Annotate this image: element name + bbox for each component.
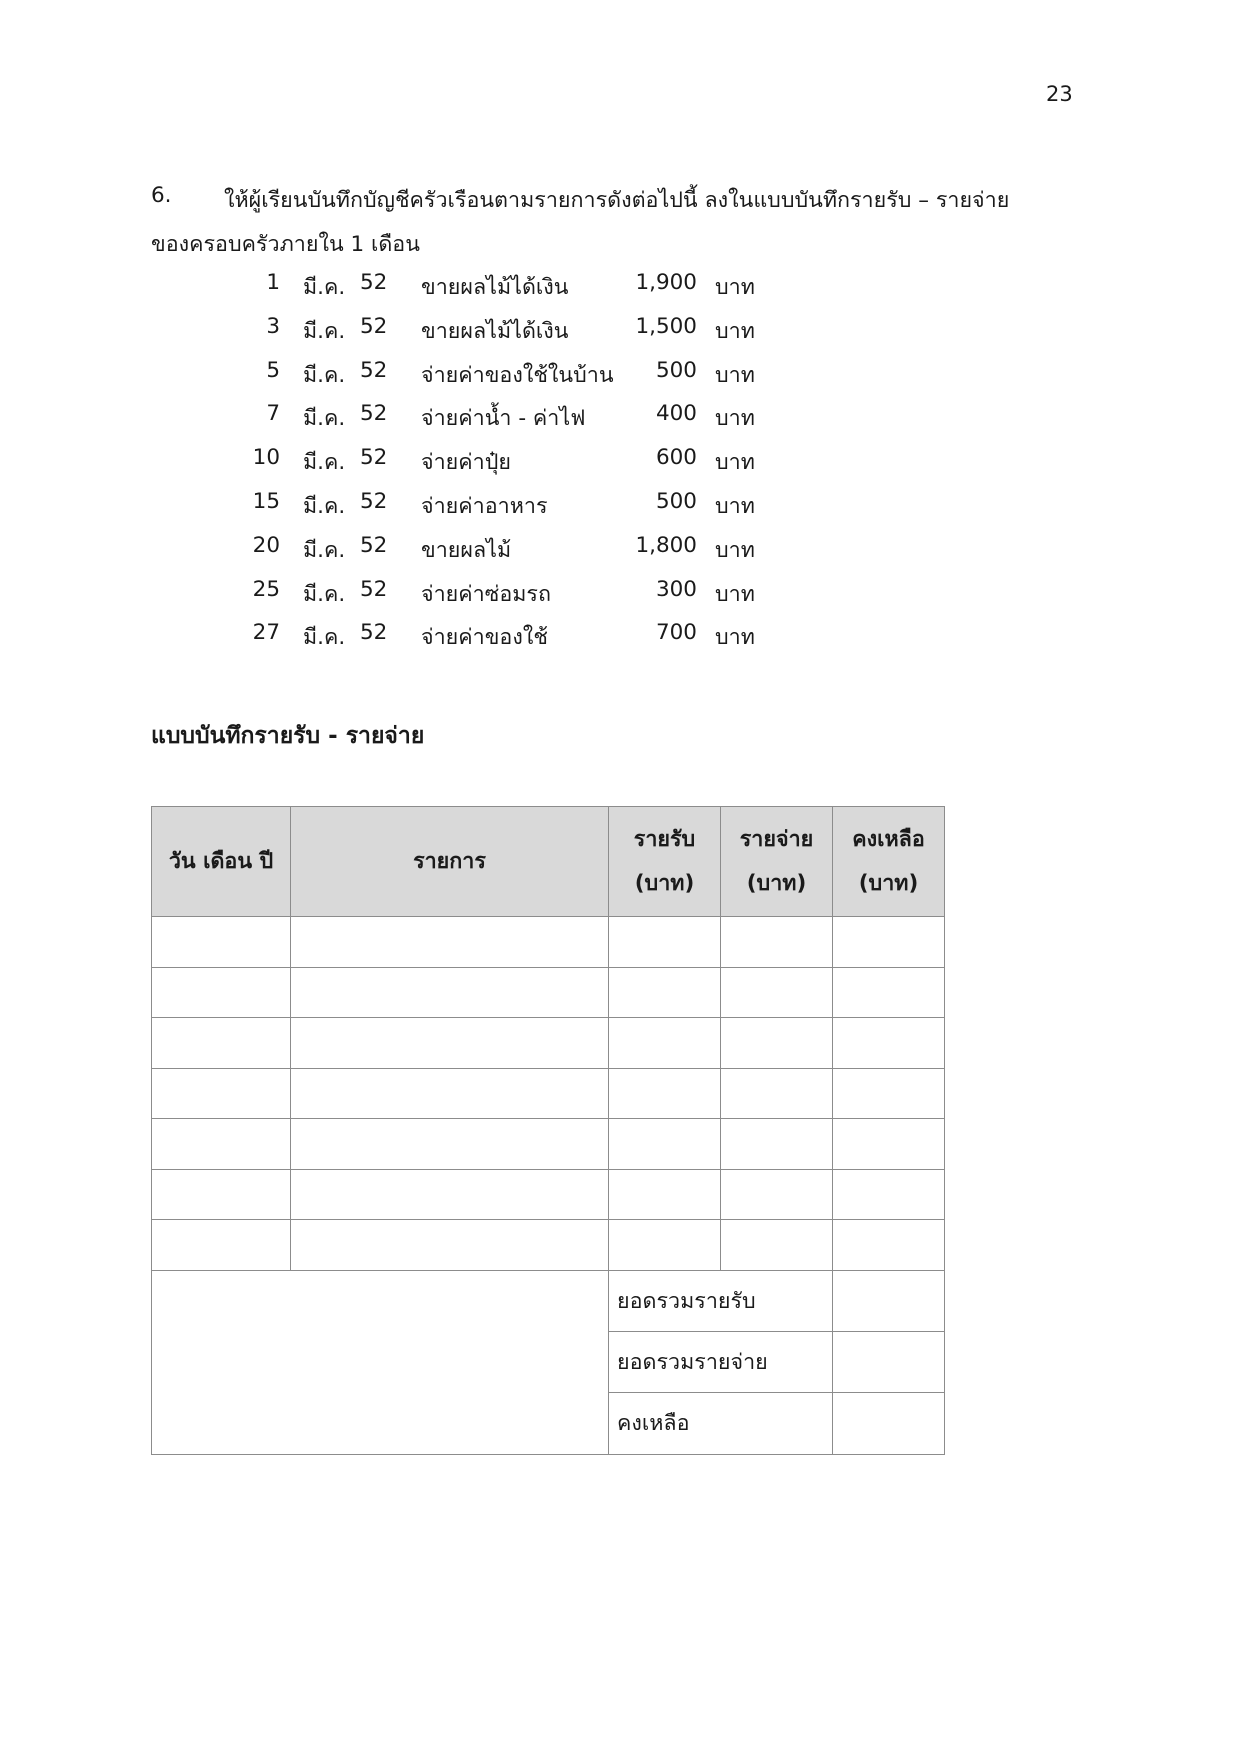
transaction-item [250, 445, 790, 489]
header-expense [721, 807, 833, 917]
ledger-row [152, 917, 945, 968]
transaction-day: 7 [266, 401, 280, 427]
ledger-date-cell[interactable] [152, 1119, 291, 1170]
transaction-item [250, 620, 790, 664]
ledger-expense-cell[interactable] [721, 1068, 833, 1119]
transaction-month: มี.ค. [303, 493, 346, 519]
summary-total-income-cell[interactable] [833, 1270, 945, 1331]
transaction-description: ขายผลไม้ [421, 537, 512, 563]
transaction-amount: 700 [655, 620, 697, 646]
header-income-label: รายรับ [633, 826, 696, 852]
transaction-description: จ่ายค่าอาหาร [421, 493, 548, 519]
instruction-line-2: ของครอบครัวภายใน 1 เดือน [151, 232, 420, 257]
header-income [609, 807, 721, 917]
ledger-balance-cell[interactable] [833, 1068, 945, 1119]
ledger-row [152, 1220, 945, 1271]
transaction-month: มี.ค. [303, 406, 346, 432]
ledger-expense-cell[interactable] [721, 917, 833, 968]
ledger-expense-cell[interactable] [721, 1169, 833, 1220]
transaction-item [250, 489, 790, 533]
transaction-unit: บาท [715, 406, 755, 432]
header-expense-label: รายจ่าย [739, 826, 814, 852]
instruction-line-1: ให้ผู้เรียนบันทึกบัญชีครัวเรือนตามรายการดังต่อไปนี้ ลงในแบบบันทึกรายรับ – รายจ่าย [224, 188, 1010, 213]
transaction-year: 52 [360, 488, 388, 514]
ledger-income-cell[interactable] [609, 967, 721, 1018]
income-expense-ledger [151, 806, 945, 1455]
transaction-description: ขายผลไม้ได้เงิน [421, 275, 569, 300]
ledger-item-cell[interactable] [291, 1169, 609, 1220]
ledger-income-cell[interactable] [609, 1018, 721, 1069]
transaction-day: 20 [252, 532, 280, 558]
transaction-description: จ่ายค่าของใช้ในบ้าน [421, 362, 614, 388]
header-expense-unit: (บาท) [746, 870, 807, 896]
transaction-year: 52 [360, 576, 388, 602]
ledger-expense-cell[interactable] [721, 1018, 833, 1069]
transaction-amount: 300 [655, 576, 697, 602]
ledger-income-cell[interactable] [609, 1169, 721, 1220]
transaction-year: 52 [360, 270, 388, 295]
ledger-expense-cell[interactable] [721, 1119, 833, 1170]
transaction-year: 52 [360, 445, 388, 471]
summary-row-total-income [152, 1270, 945, 1331]
transaction-unit: บาท [715, 450, 755, 476]
transaction-unit: บาท [715, 581, 755, 607]
transaction-month: มี.ค. [303, 275, 346, 300]
ledger-item-cell[interactable] [291, 967, 609, 1018]
ledger-date-cell[interactable] [152, 1018, 291, 1069]
ledger-item-cell[interactable] [291, 1119, 609, 1170]
transaction-month: มี.ค. [303, 625, 346, 651]
summary-balance-cell[interactable] [833, 1392, 945, 1454]
transaction-month: มี.ค. [303, 581, 346, 607]
transaction-amount: 500 [655, 488, 697, 514]
transaction-day: 5 [266, 357, 280, 383]
ledger-row [152, 1169, 945, 1220]
ledger-date-cell[interactable] [152, 1220, 291, 1271]
ledger-balance-cell[interactable] [833, 1169, 945, 1220]
ledger-title: แบบบันทึกรายรับ - รายจ่าย [151, 723, 425, 749]
transaction-year: 52 [360, 532, 388, 558]
transaction-item [250, 270, 790, 314]
ledger-expense-cell[interactable] [721, 1220, 833, 1271]
ledger-income-cell[interactable] [609, 1119, 721, 1170]
transaction-year: 52 [360, 357, 388, 383]
transaction-unit: บาท [715, 537, 755, 563]
transaction-item [250, 401, 790, 445]
transaction-unit: บาท [715, 362, 755, 388]
ledger-item-cell[interactable] [291, 1068, 609, 1119]
transaction-item [250, 358, 790, 402]
transaction-day: 15 [252, 488, 280, 514]
ledger-date-cell[interactable] [152, 1068, 291, 1119]
transaction-unit: บาท [715, 625, 755, 651]
transaction-item [250, 533, 790, 577]
header-income-unit: (บาท) [634, 870, 695, 896]
transaction-amount: 1,500 [635, 313, 697, 339]
summary-total-income-label: ยอดรวมรายรับ [609, 1270, 833, 1331]
ledger-row [152, 1068, 945, 1119]
transaction-item [250, 314, 790, 358]
transaction-amount: 400 [655, 401, 697, 427]
summary-total-expense-label: ยอดรวมรายจ่าย [609, 1331, 833, 1392]
ledger-item-cell[interactable] [291, 1018, 609, 1069]
transaction-description: จ่ายค่าน้ำ - ค่าไฟ [421, 406, 586, 432]
transaction-amount: 500 [655, 357, 697, 383]
ledger-balance-cell[interactable] [833, 917, 945, 968]
header-balance-label: คงเหลือ [852, 826, 925, 852]
instruction-number: 6. [151, 183, 172, 208]
ledger-date-cell[interactable] [152, 917, 291, 968]
ledger-income-cell[interactable] [609, 917, 721, 968]
ledger-balance-cell[interactable] [833, 1018, 945, 1069]
transaction-year: 52 [360, 401, 388, 427]
transaction-year: 52 [360, 620, 388, 646]
ledger-balance-cell[interactable] [833, 1220, 945, 1271]
page-number: 23 [1046, 82, 1073, 106]
header-balance-unit: (บาท) [858, 870, 919, 896]
transaction-year: 52 [360, 313, 388, 339]
transaction-month: มี.ค. [303, 318, 346, 344]
transaction-description: จ่ายค่าของใช้ [421, 625, 548, 651]
ledger-item-cell[interactable] [291, 1220, 609, 1271]
ledger-income-cell[interactable] [609, 1068, 721, 1119]
ledger-item-cell[interactable] [291, 917, 609, 968]
transaction-day: 3 [266, 313, 280, 339]
ledger-income-cell[interactable] [609, 1220, 721, 1271]
ledger-balance-cell[interactable] [833, 1119, 945, 1170]
header-date: วัน เดือน ปี [152, 807, 291, 917]
transaction-month: มี.ค. [303, 450, 346, 476]
transaction-amount: 600 [655, 445, 697, 471]
ledger-date-cell[interactable] [152, 1169, 291, 1220]
transaction-day: 1 [266, 270, 280, 295]
transaction-description: ขายผลไม้ได้เงิน [421, 318, 569, 344]
transaction-list [250, 270, 790, 664]
summary-blank-area [152, 1270, 609, 1454]
ledger-row [152, 1018, 945, 1069]
transaction-day: 27 [252, 620, 280, 646]
ledger-row [152, 967, 945, 1018]
header-item: รายการ [291, 807, 609, 917]
ledger-row [152, 1119, 945, 1170]
transaction-description: จ่ายค่าปุ๋ย [421, 450, 511, 476]
transaction-amount: 1,800 [635, 532, 697, 558]
transaction-day: 10 [252, 445, 280, 471]
transaction-amount: 1,900 [635, 270, 697, 295]
transaction-day: 25 [252, 576, 280, 602]
transaction-unit: บาท [715, 318, 755, 344]
transaction-unit: บาท [715, 493, 755, 519]
transaction-month: มี.ค. [303, 537, 346, 563]
transaction-unit: บาท [715, 275, 755, 300]
summary-total-expense-cell[interactable] [833, 1331, 945, 1392]
ledger-expense-cell[interactable] [721, 967, 833, 1018]
header-balance [833, 807, 945, 917]
transaction-item [250, 577, 790, 621]
ledger-balance-cell[interactable] [833, 967, 945, 1018]
transaction-description: จ่ายค่าซ่อมรถ [421, 581, 551, 607]
summary-balance-label: คงเหลือ [609, 1392, 833, 1454]
transaction-month: มี.ค. [303, 362, 346, 388]
ledger-date-cell[interactable] [152, 967, 291, 1018]
